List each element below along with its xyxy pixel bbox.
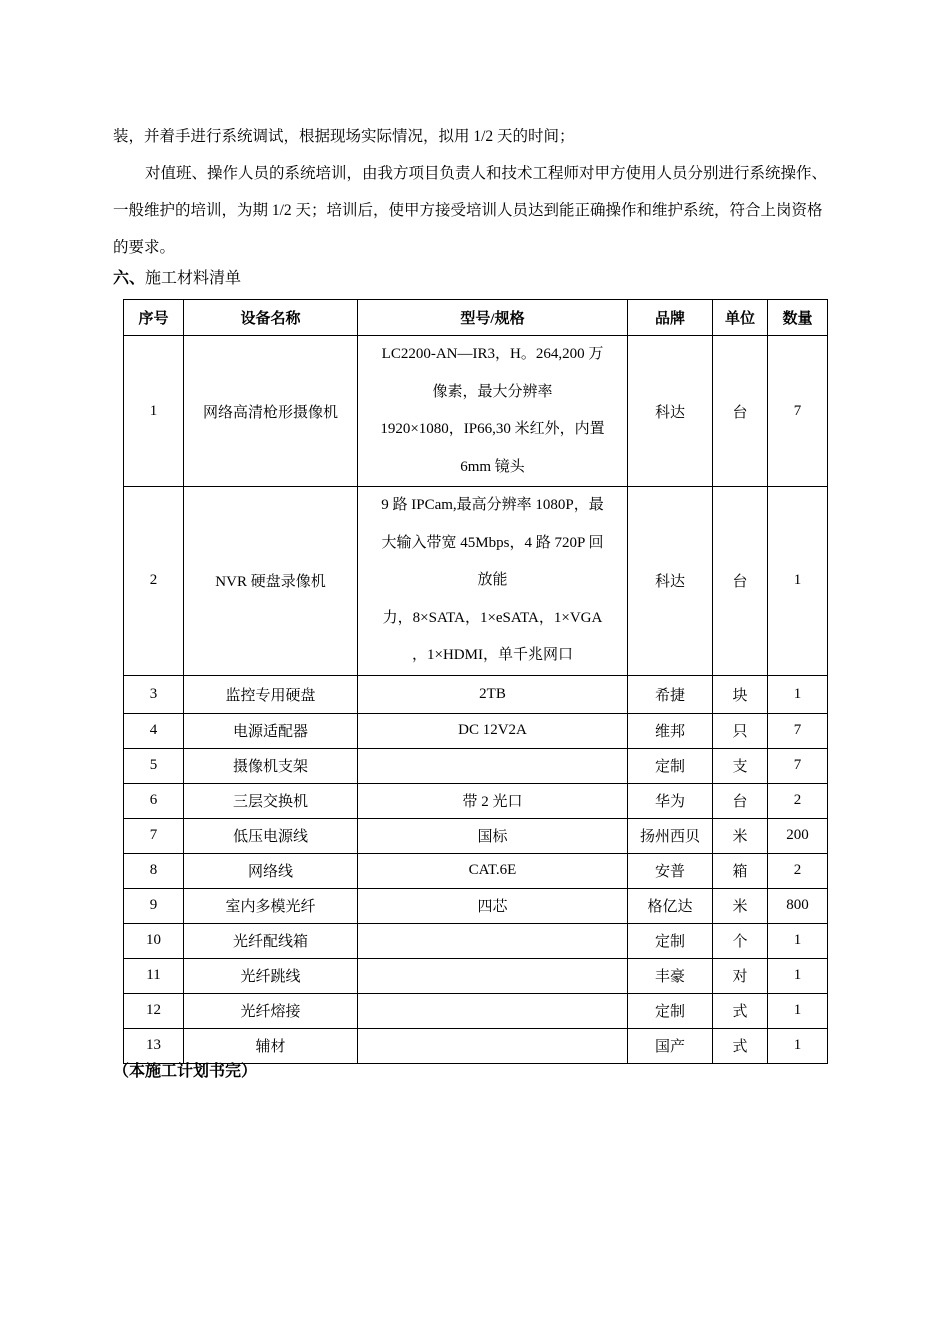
cell-seq: 3 — [124, 675, 184, 713]
spec-line: ，1×HDMI，单千兆网口 — [412, 647, 573, 663]
cell-name: 室内多模光纤 — [184, 888, 358, 923]
cell-unit: 个 — [713, 923, 768, 958]
cell-brand: 丰豪 — [628, 958, 713, 993]
cell-brand: 希捷 — [628, 675, 713, 713]
cell-spec: 国标 — [358, 818, 628, 853]
spec-line: 力，8×SATA，1×eSATA，1×VGA — [382, 609, 603, 626]
section-title: 施工材料清单 — [145, 270, 242, 287]
cell-seq: 2 — [124, 487, 184, 676]
cell-unit: 台 — [713, 336, 768, 487]
header-qty: 数量 — [768, 300, 828, 336]
cell-seq: 7 — [124, 818, 184, 853]
cell-seq: 12 — [124, 993, 184, 1028]
spec-line: 像素，最大分辨率 — [432, 383, 553, 400]
cell-name: 低压电源线 — [184, 818, 358, 853]
cell-qty: 1 — [768, 923, 828, 958]
cell-brand: 华为 — [628, 783, 713, 818]
cell-brand: 科达 — [628, 336, 713, 487]
cell-seq: 1 — [124, 336, 184, 487]
header-unit: 单位 — [713, 300, 768, 336]
section-heading — [113, 263, 241, 295]
cell-unit: 台 — [713, 487, 768, 676]
cell-qty: 7 — [768, 713, 828, 748]
cell-seq: 6 — [124, 783, 184, 818]
table-row — [124, 958, 828, 993]
cell-name: 摄像机支架 — [184, 748, 358, 783]
table-row — [124, 748, 828, 783]
cell-spec — [358, 923, 628, 958]
table-row — [124, 818, 828, 853]
materials-table — [123, 299, 828, 1064]
cell-brand: 安普 — [628, 853, 713, 888]
cell-qty: 1 — [768, 675, 828, 713]
table-header-row — [124, 300, 828, 336]
cell-brand: 科达 — [628, 487, 713, 676]
cell-brand: 定制 — [628, 923, 713, 958]
cell-qty: 200 — [768, 818, 828, 853]
cell-seq: 4 — [124, 713, 184, 748]
spec-line: 放能 — [477, 572, 508, 588]
cell-spec — [358, 958, 628, 993]
cell-name: 电源适配器 — [184, 713, 358, 748]
cell-spec: CAT.6E — [358, 853, 628, 888]
cell-qty: 1 — [768, 487, 828, 676]
cell-spec — [358, 487, 628, 676]
table-row — [124, 675, 828, 713]
header-brand: 品牌 — [628, 300, 713, 336]
header-spec: 型号/规格 — [358, 300, 628, 336]
cell-spec: 2TB — [358, 675, 628, 713]
paragraph-2: 对值班、操作人员的系统培训，由我方项目负责人和技术工程师对甲方使用人员分别进行系统操作、一般维护的培训，为期 1/2 天；培训后，使甲方接受培训人员达到能正确操作和维护系统，符合上岗资格的要求。 — [113, 165, 828, 256]
cell-name: NVR 硬盘录像机 — [184, 487, 358, 676]
cell-unit: 箱 — [713, 853, 768, 888]
cell-name: 网络高清枪形摄像机 — [184, 336, 358, 487]
cell-qty: 7 — [768, 748, 828, 783]
cell-brand: 定制 — [628, 748, 713, 783]
cell-spec — [358, 748, 628, 783]
cell-name: 三层交换机 — [184, 783, 358, 818]
cell-spec: DC 12V2A — [358, 713, 628, 748]
header-name: 设备名称 — [184, 300, 358, 336]
table-row — [124, 336, 828, 487]
cell-unit: 对 — [713, 958, 768, 993]
cell-brand: 定制 — [628, 993, 713, 1028]
cell-name: 光纤配线箱 — [184, 923, 358, 958]
cell-brand: 维邦 — [628, 713, 713, 748]
cell-qty: 1 — [768, 1028, 828, 1063]
cell-unit: 式 — [713, 1028, 768, 1063]
section-number: 六、 — [113, 270, 146, 287]
spec-line: 9 路 IPCam,最高分辨率 1080P，最 — [381, 497, 604, 513]
table-row — [124, 923, 828, 958]
cell-brand: 格亿达 — [628, 888, 713, 923]
cell-seq: 13 — [124, 1028, 184, 1063]
spec-line: 大输入带宽 45Mbps，4 路 720P 回 — [381, 534, 604, 551]
cell-name: 监控专用硬盘 — [184, 675, 358, 713]
closing-note: （本施工计划书完） — [113, 1063, 258, 1080]
cell-name: 光纤跳线 — [184, 958, 358, 993]
cell-qty: 800 — [768, 888, 828, 923]
cell-spec: 带 2 光口 — [358, 783, 628, 818]
cell-name: 光纤熔接 — [184, 993, 358, 1028]
table-row — [124, 1028, 828, 1063]
table-row — [124, 713, 828, 748]
cell-seq: 5 — [124, 748, 184, 783]
cell-unit: 米 — [713, 888, 768, 923]
cell-qty: 7 — [768, 336, 828, 487]
cell-name: 网络线 — [184, 853, 358, 888]
table-row — [124, 853, 828, 888]
cell-spec — [358, 1028, 628, 1063]
cell-spec: 四芯 — [358, 888, 628, 923]
paragraph-1: 装，并着手进行系统调试，根据现场实际情况，拟用 1/2 天的时间； — [113, 128, 575, 145]
cell-unit: 块 — [713, 675, 768, 713]
cell-seq: 9 — [124, 888, 184, 923]
table-row — [124, 783, 828, 818]
cell-seq: 11 — [124, 958, 184, 993]
table-row — [124, 993, 828, 1028]
spec-line: 6mm 镜头 — [460, 458, 525, 475]
spec-line: 1920×1080，IP66,30 米红外，内置 — [380, 421, 605, 437]
cell-qty: 1 — [768, 958, 828, 993]
cell-brand: 国产 — [628, 1028, 713, 1063]
spec-line: LC2200-AN—IR3，H。264,200 万 — [381, 346, 604, 362]
cell-brand: 扬州西贝 — [628, 818, 713, 853]
table-row — [124, 888, 828, 923]
cell-qty: 2 — [768, 783, 828, 818]
cell-unit: 式 — [713, 993, 768, 1028]
cell-unit: 支 — [713, 748, 768, 783]
cell-qty: 2 — [768, 853, 828, 888]
cell-unit: 台 — [713, 783, 768, 818]
cell-name: 辅材 — [184, 1028, 358, 1063]
cell-qty: 1 — [768, 993, 828, 1028]
cell-unit: 米 — [713, 818, 768, 853]
cell-seq: 10 — [124, 923, 184, 958]
cell-spec — [358, 993, 628, 1028]
cell-spec — [358, 336, 628, 487]
cell-unit: 只 — [713, 713, 768, 748]
header-seq: 序号 — [124, 300, 184, 336]
cell-seq: 8 — [124, 853, 184, 888]
table-row — [124, 487, 828, 676]
